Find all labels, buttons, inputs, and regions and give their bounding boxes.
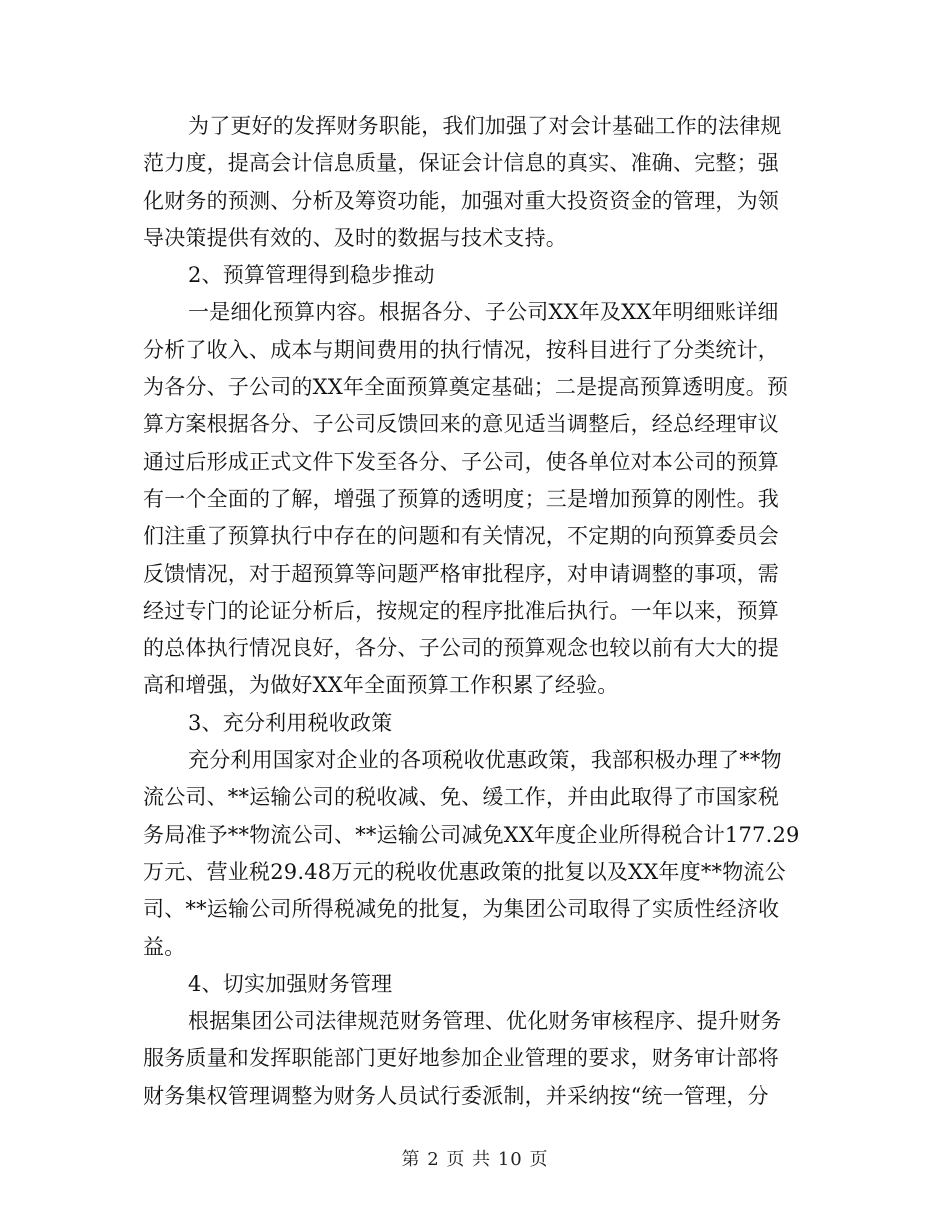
paragraph-line: 的总体执行情况良好，各分、子公司的预算观念也较以前有大大的提: [143, 636, 779, 661]
paragraph-line: 充分利用国家对企业的各项税收优惠政策，我部积极办理了**物: [188, 748, 782, 773]
paragraph-line: 分析了收入、成本与期间费用的执行情况，按科目进行了分类统计，: [143, 337, 779, 362]
paragraph-line: 通过后形成正式文件下发至各分、子公司，使各单位对本公司的预算: [143, 449, 779, 474]
section-heading: 2、预算管理得到稳步推动: [188, 263, 435, 288]
page-number-footer: 第 2 页 共 10 页: [401, 1149, 549, 1170]
paragraph-line: 化财务的预测、分析及筹资功能，加强对重大投资资金的管理，为领: [143, 188, 779, 213]
paragraph-line: 有一个全面的了解，增强了预算的透明度；三是增加预算的刚性。我: [143, 486, 779, 511]
section-heading: 3、充分利用税收政策: [188, 710, 393, 735]
paragraph-line: 服务质量和发挥职能部门更好地参加企业管理的要求，财务审计部将: [143, 1046, 779, 1071]
paragraph-line: 一是细化预算内容。根据各分、子公司XX年及XX年明细账详细: [188, 300, 779, 325]
paragraph-line: 益。: [143, 934, 186, 959]
paragraph-line: 导决策提供有效的、及时的数据与技术支持。: [143, 225, 567, 250]
paragraph-line: 财务集权管理调整为财务人员试行委派制，并采纳按“统一管理，分: [143, 1083, 769, 1108]
section-heading: 4、切实加强财务管理: [188, 971, 393, 996]
paragraph-line: 根据集团公司法律规范财务管理、优化财务审核程序、提升财务: [188, 1009, 782, 1034]
paragraph-line: 万元、营业税29.48万元的税收优惠政策的批复以及XX年度**物流公: [143, 859, 786, 884]
paragraph-line: 反馈情况，对于超预算等问题严格审批程序，对申请调整的事项，需: [143, 561, 779, 586]
paragraph-line: 经过专门的论证分析后，按规定的程序批准后执行。一年以来，预算: [143, 598, 779, 623]
paragraph-line: 算方案根据各分、子公司反馈回来的意见适当调整后，经总经理审议: [143, 412, 779, 437]
paragraph-line: 们注重了预算执行中存在的问题和有关情况，不定期的向预算委员会: [143, 524, 779, 549]
paragraph-line: 务局准予**物流公司、**运输公司减免XX年度企业所得税合计177.29: [143, 822, 800, 847]
paragraph-line: 高和增强，为做好XX年全面预算工作积累了经验。: [143, 673, 619, 698]
paragraph-line: 范力度，提高会计信息质量，保证会计信息的真实、准确、完整；强: [143, 151, 779, 176]
paragraph-line: 为了更好的发挥财务职能，我们加强了对会计基础工作的法律规: [188, 114, 782, 138]
paragraph-line: 司、**运输公司所得税减免的批复，为集团公司取得了实质性经济收: [143, 897, 780, 922]
paragraph-line: 为各分、子公司的XX年全面预算奠定基础；二是提高预算透明度。预: [143, 375, 789, 400]
document-body: [143, 108, 803, 1115]
paragraph-line: 流公司、**运输公司的税收减、免、缓工作，并由此取得了市国家税: [143, 785, 780, 810]
